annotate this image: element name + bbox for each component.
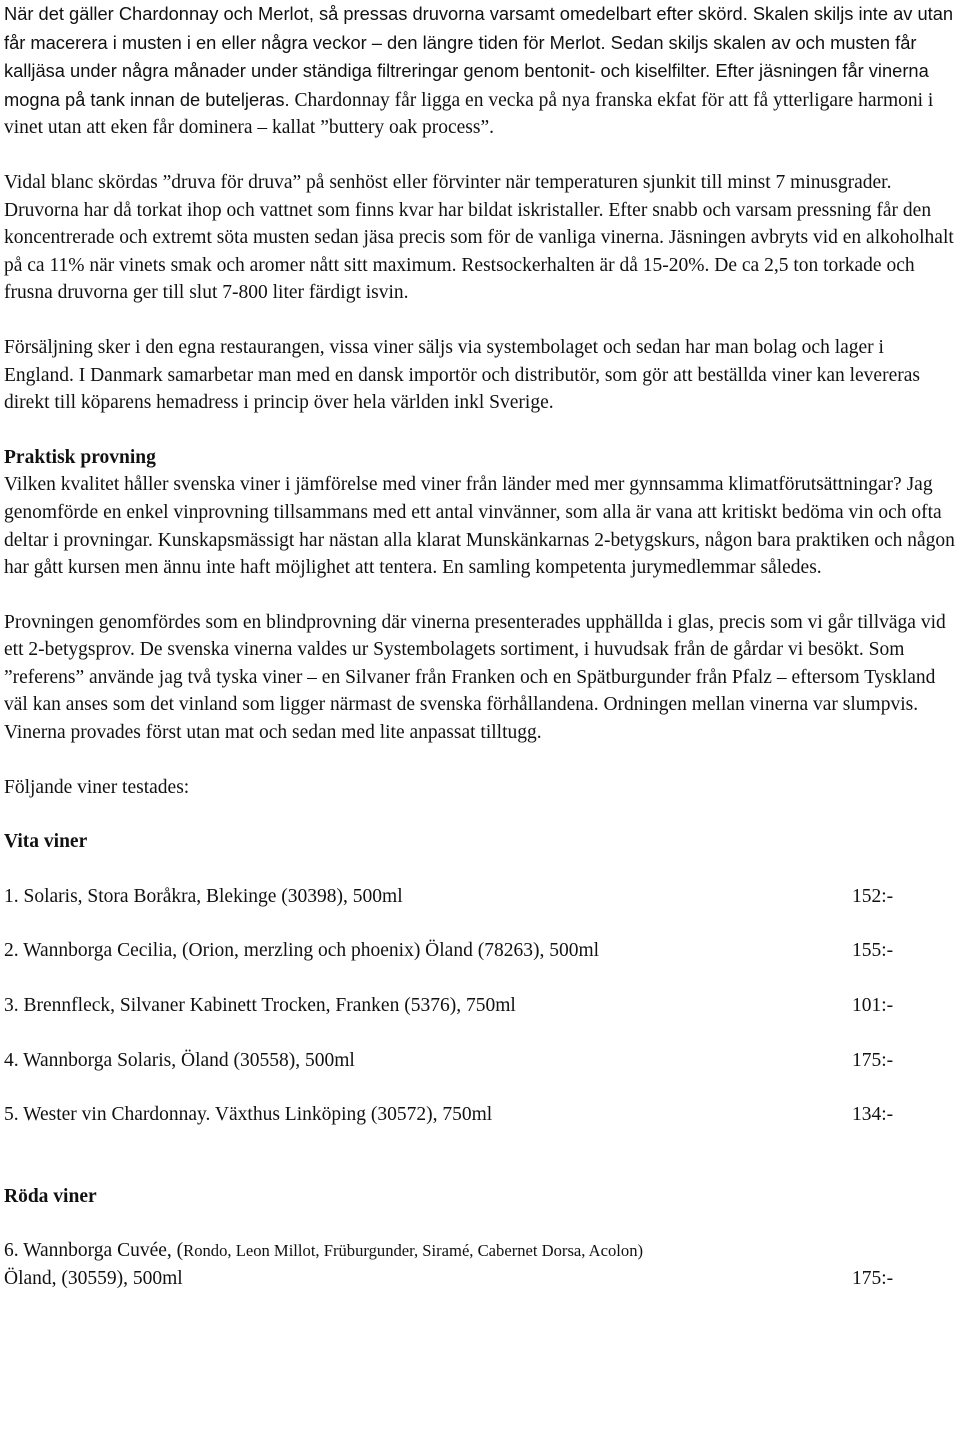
wine-row (4, 1101, 958, 1129)
wine-price: 175:- (852, 1049, 894, 1071)
wine-6-grapes: Rondo, Leon Millot, Früburgunder, Siramé, Cabernet Dorsa, Acolon) (183, 1241, 644, 1261)
wine-name: 2. Wannborga Cecilia, (Orion, merzling och phoenix) Öland (78263), 500ml (4, 940, 600, 962)
spacer (4, 1020, 958, 1047)
wine-row (4, 883, 958, 911)
document-page (4, 0, 958, 1293)
spacer (4, 1074, 958, 1101)
paragraph-vinification-part-a: När det gäller Chardonnay och Merlot, så pressas druvorna varsamt omedelbart efter skörd. Skalen skiljs inte av utan får macerera i musten i en eller några veckor – den längre tiden för Merlot. Sedan skiljs skalen av och musten får kalljäsa under några månader under ständiga filtreringar genom bentonit- och kiselfilter. Efter jäsningen får vinerna mogna på tank innan de buteljeras. (4, 3, 954, 110)
spacer (4, 801, 958, 828)
wine-price: 152:- (852, 885, 894, 907)
spacer (4, 142, 958, 169)
spacer (4, 856, 958, 883)
wine-row (4, 992, 958, 1020)
spacer (4, 1210, 958, 1237)
wine-price: 134:- (852, 1104, 894, 1126)
wine-6-line-1 (4, 1237, 958, 1265)
spacer (4, 910, 958, 937)
wine-name: 5. Wester vin Chardonnay. Växthus Linköping (30572), 750ml (4, 1104, 493, 1126)
heading-red-wines: Röda viner (4, 1185, 97, 1207)
red-wine-list (4, 1237, 958, 1292)
spacer (4, 1156, 958, 1183)
spacer (4, 307, 958, 334)
wine-row (4, 1047, 958, 1075)
wine-price: 175:- (852, 1268, 894, 1289)
white-wine-list (4, 883, 958, 1129)
spacer (4, 417, 958, 444)
spacer (4, 582, 958, 609)
heading-white-wines: Vita viner (4, 831, 88, 853)
paragraph-sales: Försäljning sker i den egna restaurangen, vissa viner säljs via systembolaget och sedan har man bolag och lager i England. I Danmark samarbetar man med en dansk importör och distributör, som gör att beställda viner kan levereras direkt till köparens hemadress i princip över hela världen inkl Sverige. (4, 336, 920, 414)
wine-name: 3. Brennfleck, Silvaner Kabinett Trocken, Franken (5376), 750ml (4, 995, 516, 1017)
paragraph-wines-tested: Följande viner testades: (4, 776, 190, 798)
wine-row (4, 1265, 958, 1293)
heading-praktisk-provning: Praktisk provning (4, 446, 156, 468)
wine-6-origin: Öland, (30559), 500ml (4, 1268, 183, 1289)
wine-row (4, 937, 958, 965)
paragraph-vinification-part-b: Chardonnay får ligga en vecka på nya franska ekfat för att få ytterligare harmoni i vinet utan att eken får dominera – kallat ”buttery oak process”. (4, 89, 934, 139)
wine-6-name: 6. Wannborga Cuvée, ( (4, 1240, 184, 1262)
spacer (4, 1129, 958, 1156)
paragraph-tasting-intro: Vilken kvalitet håller svenska viner i jämförelse med viner från länder med mer gynnsamma klimatförutsättningar? Jag genomförde en enkel vinprovning tillsammans med ett antal vinvänner, som alla är vana att kritiskt bedöma vin och ofta deltar i provningar. Kunskapsmässigt har nästan alla klarat Munskänkarnas 2-betygskurs, någon bara praktiken och någon har gått kursen men ännu inte haft möjlighet att tentera. En samling kompetenta jurymedlemmar således. (4, 474, 955, 579)
wine-price: 101:- (852, 995, 894, 1017)
wine-name: 1. Solaris, Stora Boråkra, Blekinge (30398), 500ml (4, 885, 403, 907)
wine-name: 4. Wannborga Solaris, Öland (30558), 500ml (4, 1049, 355, 1071)
paragraph-vidal-blanc: Vidal blanc skördas ”druva för druva” på senhöst eller förvinter när temperaturen sjunkit till minst 7 minusgrader. Druvorna har då torkat ihop och vattnet som finns kvar har bildat iskristaller. Efter snabb och varsam pressning får den koncentrerade och extremt söta musten sedan jäsa precis som för de vanliga vinerna. Jäsningen avbryts vid en alkoholhalt på ca 11% när vinets smak och aromer nått sitt maximum. Restsockerhalten är då 15-20%. De ca 2,5 ton torkade och frusna druvorna ger till slut 7-800 liter färdigt isvin. (4, 171, 954, 304)
wine-price: 155:- (852, 940, 894, 962)
spacer (4, 747, 958, 774)
spacer (4, 965, 958, 992)
paragraph-vinification (4, 0, 958, 142)
paragraph-tasting-method: Provningen genomfördes som en blindprovning där vinerna presenterades upphällda i glas, precis som vi går tillväga vid ett 2-betygsprov. De svenska vinerna valdes ur Systembolagets sortiment, i huvudsak från de gårdar vi besökt. Som ”referens” använde jag två tyska viner – en Silvaner från Franken och en Spätburgunder från Pfalz – eftersom Tyskland väl kan anses som det vinland som ligger närmast de svenska förhållandena. Ordningen mellan vinerna var slumpvis. Vinerna provades först utan mat och sedan med lite anpassat tilltugg. (4, 611, 946, 744)
